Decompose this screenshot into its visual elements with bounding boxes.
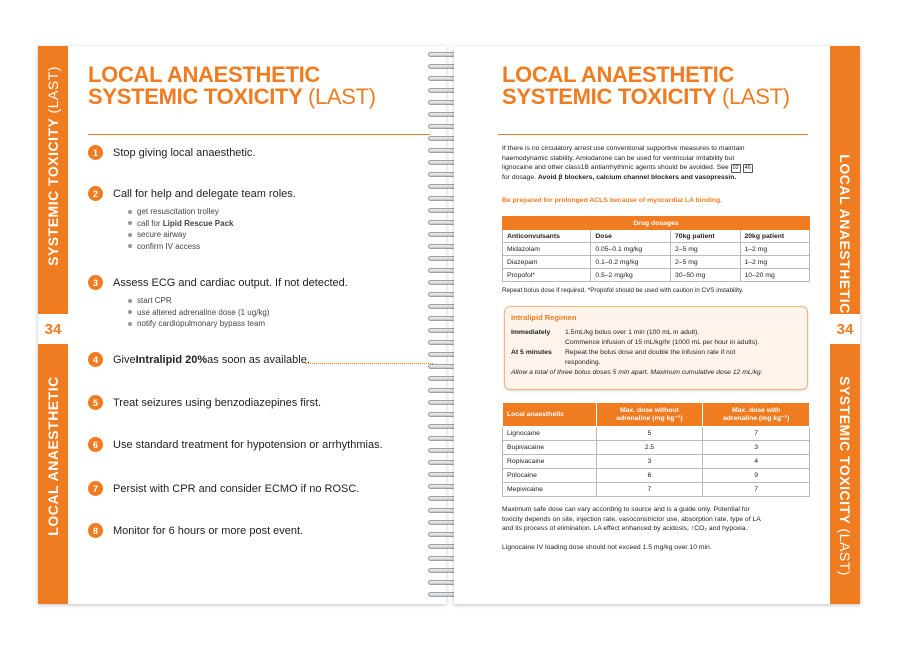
table-row: Lignocaine 5 7: [503, 427, 810, 441]
step-5: 5 Treat seizures using benzodiazepines first.: [88, 395, 321, 410]
page-number: 34: [38, 314, 68, 344]
right-page: [454, 46, 860, 604]
page-number: 34: [830, 314, 860, 344]
side-tab-systemic: SYSTEMIC TOXICITY (LAST): [45, 66, 61, 266]
step-number-badge: 7: [88, 481, 103, 496]
acls-warning: Be prepared for prolonged ACLS because of myocardial LA binding.: [502, 197, 723, 204]
side-tab-systemic: SYSTEMIC TOXICITY (LAST): [837, 376, 853, 576]
intralipid-note: Allow a total of three bolus doses 5 min apart. Maximum cumulative dose 12 mL/kg.: [511, 369, 763, 376]
page-title: LOCAL ANAESTHETIC SYSTEMIC TOXICITY (LAST): [88, 62, 376, 109]
table-row: Mepivicaine 7 7: [503, 483, 810, 497]
step-number-badge: 3: [88, 275, 103, 290]
list-item: use altered adrenaline dose (1 ug/kg): [128, 307, 270, 319]
side-tab-local: LOCAL ANAESTHETIC: [45, 376, 61, 536]
left-side-tab: [38, 46, 68, 604]
step-1: 1 Stop giving local anaesthetic.: [88, 145, 255, 160]
table-header-row: Local anaesthetic Max. dose without adrenaline (mg kg⁻¹) Max. dose with adrenaline (mg kg⁻¹): [503, 403, 810, 427]
step-6: 6 Use standard treatment for hypotension or arrhythmias.: [88, 437, 383, 452]
step-number-badge: 6: [88, 437, 103, 452]
step-7: 7 Persist with CPR and consider ECMO if no ROSC.: [88, 481, 359, 496]
connector-dotted-line: [305, 363, 433, 364]
drug-dosages-table: [502, 216, 810, 282]
step-2-sublist: [128, 206, 234, 252]
step-number-badge: 4: [88, 352, 103, 367]
step-3: 3 Assess ECG and cardiac output. If not detected.: [88, 275, 348, 290]
max-dose-table: [502, 402, 810, 497]
table-row: Propofol* 0.5–2 mg/kg 30–50 mg 10–20 mg: [503, 269, 810, 282]
intralipid-regimen-box: Intralipid Regimen Immediately 1.5mL/kg bolus over 1 min (100 mL in adult). Commence infusion of 15 mL/kg/hr (1000 mL per hour in adults). At 5 minutes Repeat the bolus dose and double the infusion rate if not responding. Allow a total of three bolus doses 5 min apart. Maximum cumulative dose 12 mL/kg.: [504, 306, 808, 390]
table-row: Bupivacaine 2.5 3: [503, 441, 810, 455]
intro-paragraph: If there is no circulatory arrest use conventional supportive measures to maintain haemodynamic stability. Amiodarone can be used for ventricular irritability but lignocaine and other class1B antiarrhythmic agents should be avoided. See 02 46 for dosage. Avoid β blockers, calcium channel blockers and vasopressin.: [502, 145, 751, 182]
list-item: confirm IV access: [128, 241, 234, 253]
list-item: start CPR: [128, 295, 270, 307]
title-rule: [88, 134, 430, 135]
reference-badge: 02: [732, 165, 739, 172]
step-number-badge: 2: [88, 186, 103, 201]
left-page: [38, 46, 446, 604]
lignocaine-note: Lignocaine IV loading dose should not exceed 1.5 mg/kg over 10 min.: [502, 544, 712, 551]
step-number-badge: 5: [88, 395, 103, 410]
table-row: Diazepam 0.1–0.2 mg/kg 2–5 mg 1–2 mg: [503, 256, 810, 269]
step-number-badge: 1: [88, 145, 103, 160]
table-header-row: Anticonvulsants Dose 70kg patient 20kg patient: [503, 230, 810, 243]
step-8: 8 Monitor for 6 hours or more post event.: [88, 523, 303, 538]
step-2: 2 Call for help and delegate team roles.: [88, 186, 296, 201]
table-row: Ropivacaine 3 4: [503, 455, 810, 469]
reference-badge: 46: [744, 165, 751, 172]
page-title: LOCAL ANAESTHETIC SYSTEMIC TOXICITY (LAST): [502, 62, 790, 109]
title-rule: [498, 134, 808, 135]
list-item: get resuscitation trolley: [128, 206, 234, 218]
max-dose-notes: Maximum safe dose can vary according to source and is a guide only. Potential for toxicity depends on site, injection rate, vasoconstrictor use, absorption rate, type of LA and its process of elimination. LA effect enhanced by acidosis, ↑CO₂ and hypoxia.: [502, 506, 761, 533]
list-item: notify cardiopulmonary bypass team: [128, 318, 270, 330]
step-3-sublist: [128, 295, 270, 330]
step-4: 4 Give Intralipid 20% as soon as available.: [88, 352, 310, 367]
table-row: Midazolam 0.05–0.1 mg/kg 2–5 mg 1–2 mg: [503, 243, 810, 256]
table-caption: Drug dosages: [503, 217, 810, 230]
list-item: call for Lipid Rescue Pack: [128, 218, 234, 230]
list-item: secure airway: [128, 229, 234, 241]
intralipid-heading: Intralipid Regimen: [511, 313, 577, 322]
right-side-tab: [830, 46, 860, 604]
drug-table-footnote: Repeat bolus dose if required. *Propofol should be used with caution in CVS instability.: [502, 287, 744, 294]
table-row: Prilocaine 6 9: [503, 469, 810, 483]
side-tab-local: LOCAL ANAESTHETIC: [837, 154, 853, 314]
step-number-badge: 8: [88, 523, 103, 538]
